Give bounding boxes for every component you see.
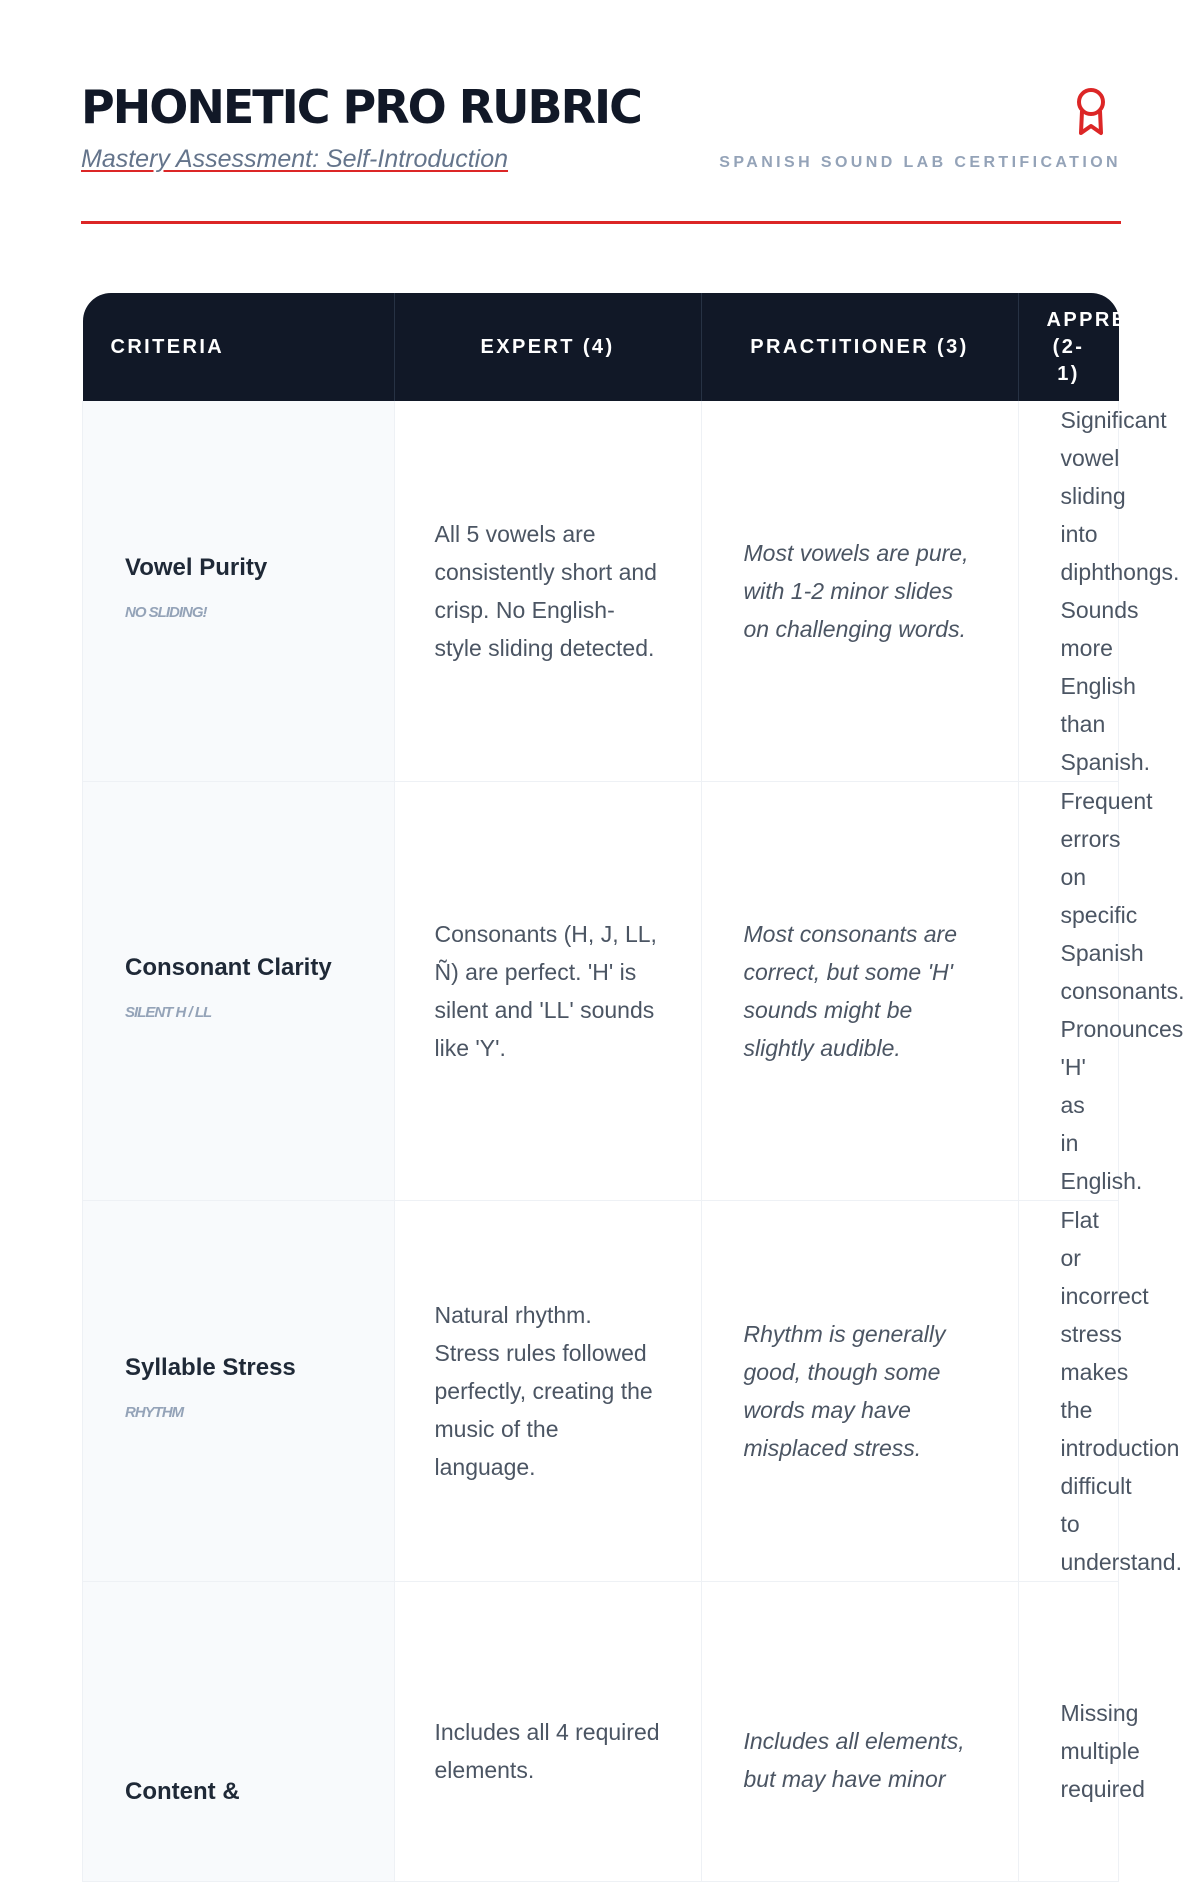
page-subtitle: Mastery Assessment: Self-Introduction bbox=[81, 145, 509, 173]
apprentice-description: Frequent errors on specific Spanish consonants. Pronounces 'H' as in English. bbox=[1018, 782, 1119, 1201]
practitioner-description: Most vowels are pure, with 1-2 minor slides on challenging words. bbox=[701, 401, 1018, 782]
table-header-row bbox=[83, 293, 1119, 401]
criterion-name: Vowel Purity bbox=[125, 553, 268, 581]
criterion-name: Syllable Stress bbox=[125, 1353, 296, 1381]
apprentice-description: Flat or incorrect stress makes the introduction difficult to understand. bbox=[1018, 1201, 1119, 1582]
criterion-tag: SILENT H / LL bbox=[125, 1003, 212, 1021]
page-title: PHONETIC PRO RUBRIC bbox=[81, 80, 641, 134]
practitioner-description: Most consonants are correct, but some 'H' sounds might be slightly audible. bbox=[701, 782, 1018, 1201]
expert-description: Includes all 4 required elements. bbox=[394, 1582, 701, 1882]
expert-description: Consonants (H, J, LL, Ñ) are perfect. 'H' is silent and 'LL' sounds like 'Y'. bbox=[394, 782, 701, 1201]
criterion-cell bbox=[83, 782, 395, 1201]
table-row bbox=[83, 1582, 1119, 1882]
rubric-table bbox=[82, 293, 1200, 1882]
rubric-page bbox=[81, 0, 1200, 1805]
expert-description: All 5 vowels are consistently short and crisp. No English-style sliding detected. bbox=[394, 401, 701, 782]
expert-description: Natural rhythm. Stress rules followed perfectly, creating the music of the language. bbox=[394, 1201, 701, 1582]
criterion-tag: NO SLIDING! bbox=[125, 603, 207, 621]
column-header-apprentice: APPRENTICE (2-1) bbox=[1018, 293, 1119, 401]
certification-label: SPANISH SOUND LAB CERTIFICATION bbox=[719, 154, 1121, 171]
practitioner-description: Rhythm is generally good, though some words may have misplaced stress. bbox=[701, 1201, 1018, 1582]
criterion-cell bbox=[83, 401, 395, 782]
criterion-name: Content & bbox=[125, 1778, 240, 1805]
table-row bbox=[83, 1201, 1119, 1582]
column-header-expert: EXPERT (4) bbox=[394, 293, 701, 401]
table-row bbox=[83, 401, 1119, 782]
apprentice-description: Significant vowel sliding into diphthongs. Sounds more English than Spanish. bbox=[1018, 401, 1119, 782]
table-row bbox=[83, 782, 1119, 1201]
page-header bbox=[81, 0, 1121, 224]
apprentice-description: Missing multiple required bbox=[1018, 1582, 1119, 1882]
award-ribbon-icon bbox=[1071, 86, 1111, 138]
practitioner-description: Includes all elements, but may have minor bbox=[701, 1582, 1018, 1882]
column-header-practitioner: PRACTITIONER (3) bbox=[701, 293, 1018, 401]
criterion-tag: RHYTHM bbox=[125, 1403, 184, 1421]
criterion-cell bbox=[83, 1582, 395, 1882]
criterion-cell bbox=[83, 1201, 395, 1582]
column-header-criteria: CRITERIA bbox=[83, 293, 395, 401]
criterion-name: Consonant Clarity bbox=[125, 953, 332, 981]
